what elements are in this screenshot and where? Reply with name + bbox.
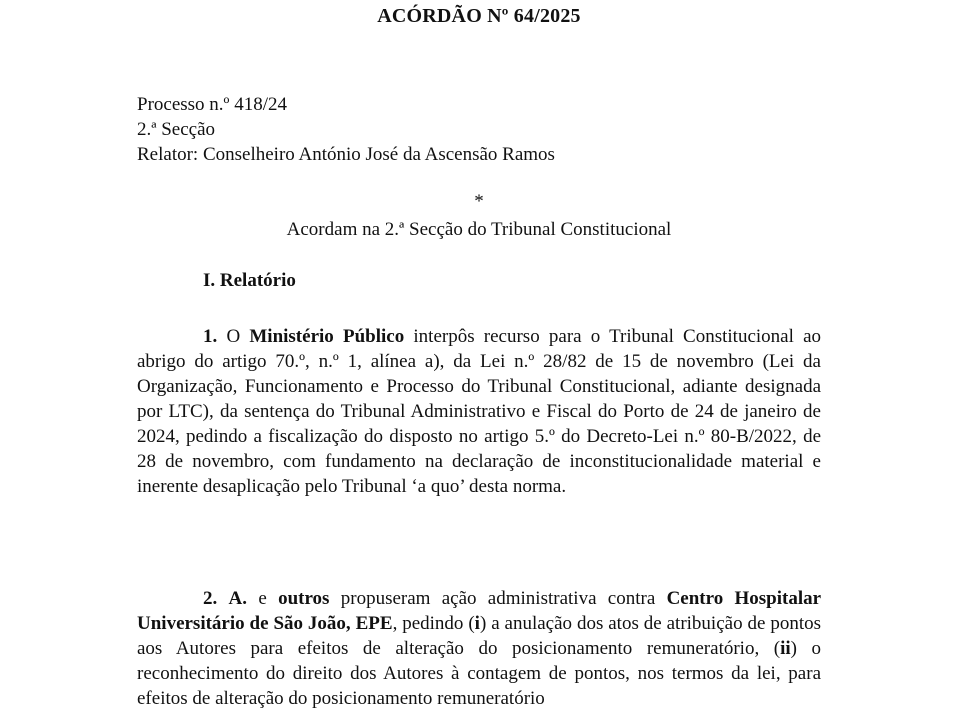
paragraph-2-defendant: Centro Hospitalar Universitário de São João, EPE [137, 588, 822, 634]
paragraph-2-connector: e [258, 588, 267, 609]
section-label: 2.ª Secção [137, 119, 216, 140]
paragraph-2-text-1: propuseram ação administrativa contra [340, 588, 656, 609]
paragraph-2-text-4: ) o reconhecimento do direito dos Autores à contagem de pontos, nos termos da lei, para efeitos de alteração do posicionamento remuneratório [137, 638, 822, 709]
paragraph-2-party-1: A. [228, 588, 248, 609]
paragraph-2-party-2: outros [278, 588, 330, 609]
paragraph-1 [137, 324, 821, 499]
paragraph-1-text: interpôs recurso para o Tribunal Constitucional ao abrigo do artigo 70.º, n.º 1, alínea a), da Lei n.º 28/82 de 15 de novembro (Lei da Organização, Funcionamento e Processo do Tribunal Constitucional, adiante designada por LTC), da sentença do Tribunal Administrativo e Fiscal do Porto de 24 de janeiro de 2024, pedindo a fiscalização do disposto no artigo 5.º do Decreto-Lei n.º 80-B/2022, de 28 de novembro, com fundamento na declaração de inconstitucionalidade material e inerente desaplicação pelo Tribunal ‘a quo’ desta norma. [137, 326, 821, 497]
reporter-line: Relator: Conselheiro António José da Ascensão Ramos [137, 144, 555, 165]
paragraph-1-number: 1. [203, 326, 218, 347]
paragraph-2-item-i: i [474, 613, 480, 634]
section-heading: I. Relatório [203, 270, 296, 291]
case-metadata [137, 92, 555, 167]
document-title: ACÓRDÃO Nº 64/2025 [377, 5, 581, 27]
paragraph-2-item-ii: ii [780, 638, 791, 659]
paragraph-1-party: Ministério Público [249, 326, 405, 347]
intro-line: Acordam na 2.ª Secção do Tribunal Constitucional [286, 219, 672, 240]
paragraph-2-number: 2. [203, 588, 218, 609]
process-number: Processo n.º 418/24 [137, 94, 287, 115]
paragraph-1-lead: O [226, 326, 241, 347]
paragraph-2-text-2: , pedindo ( [392, 613, 475, 634]
separator-asterisk: * [474, 191, 484, 212]
paragraph-2 [137, 586, 821, 711]
paragraph-2-text-3: ) a anulação dos atos de atribuição de pontos aos Autores para efeitos de alteração do posicionamento remuneratório, ( [137, 613, 821, 659]
